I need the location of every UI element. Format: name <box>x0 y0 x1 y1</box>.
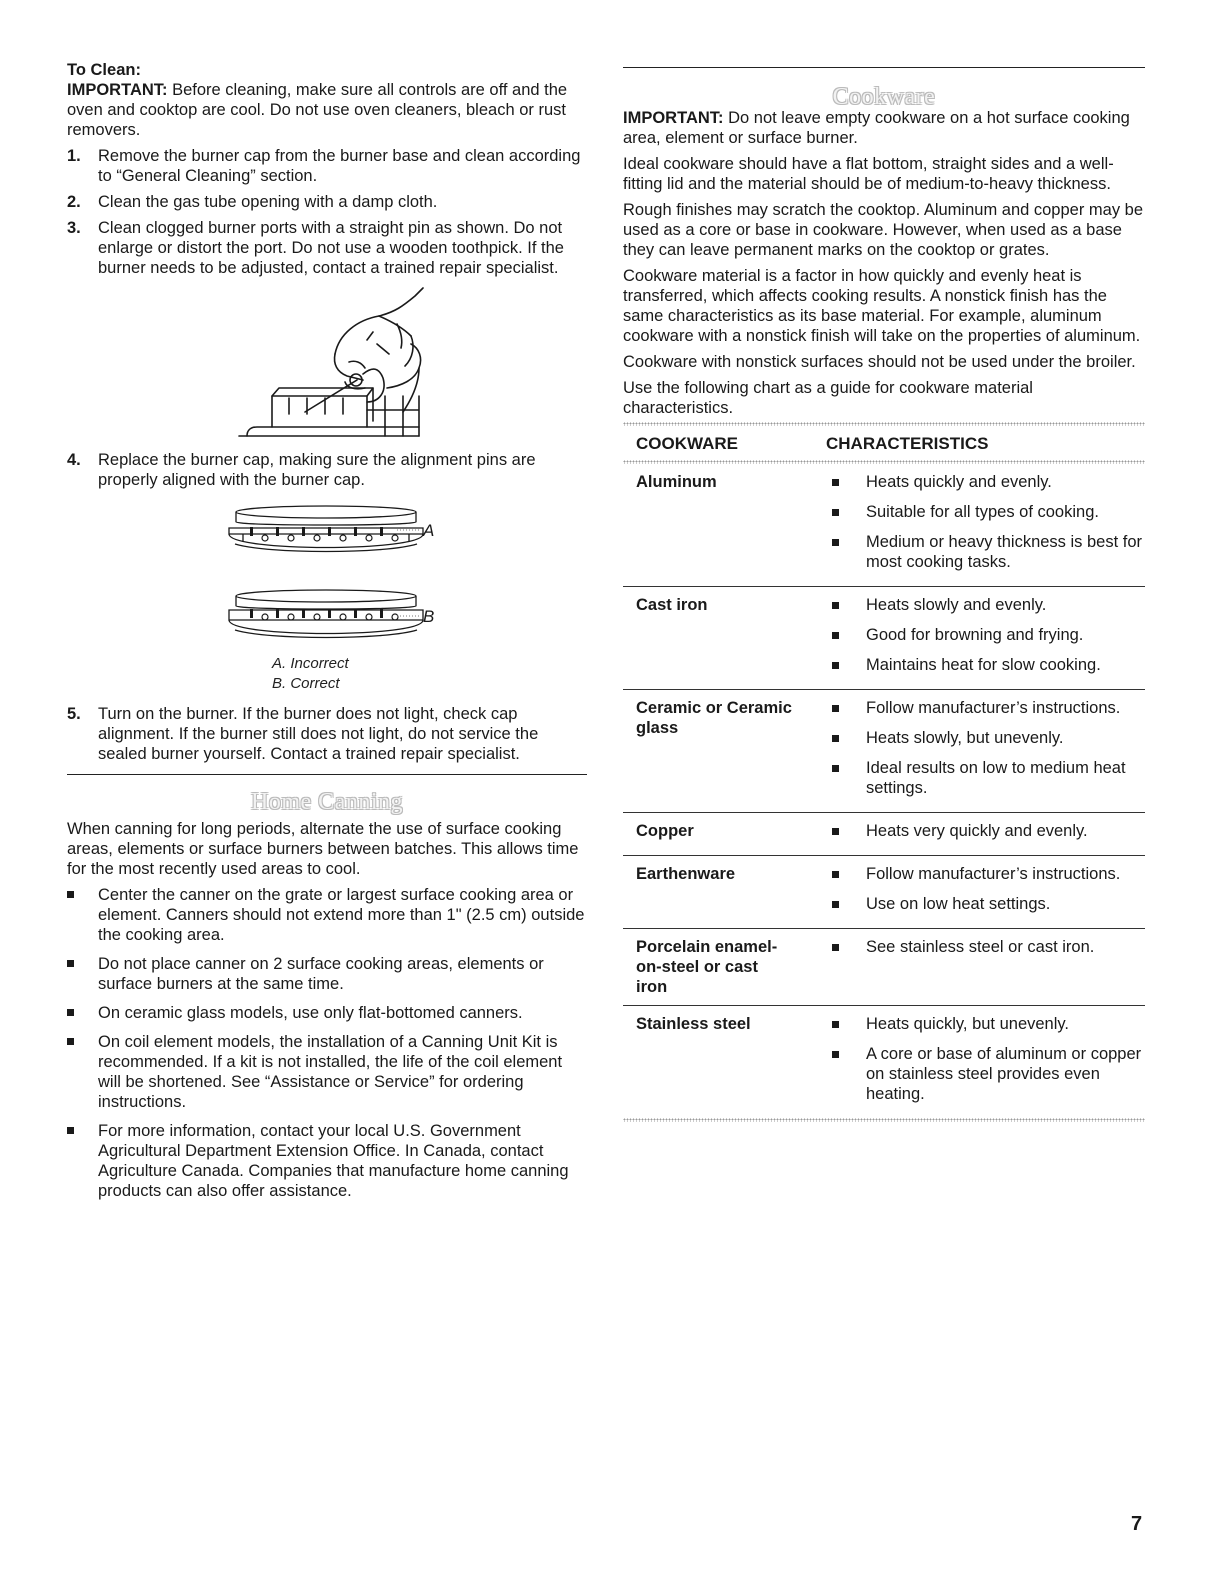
right-column <box>623 60 1145 1122</box>
characteristics-list <box>826 1014 1145 1104</box>
list-item: Heats quickly, but unevenly. <box>826 1014 1145 1034</box>
material-name: Cast iron <box>623 587 826 690</box>
step-text: Replace the burner cap, making sure the alignment pins are properly aligned with the burner cap. <box>98 451 536 489</box>
step-item <box>67 146 587 186</box>
cookware-paragraph: Cookware with nonstick surfaces should not be used under the broiler. <box>623 353 1136 371</box>
table-row <box>623 929 1145 1006</box>
cookware-title: Cookware <box>832 84 936 110</box>
list-item: Medium or heavy thickness is best for most cooking tasks. <box>826 532 1145 572</box>
column-header-characteristics: CHARACTERISTICS <box>826 434 989 453</box>
list-item: Maintains heat for slow cooking. <box>826 655 1145 675</box>
step-number: 5. <box>67 705 81 723</box>
burner-cap-alignment-illustration <box>67 496 587 652</box>
characteristics-list <box>826 821 1145 841</box>
list-item: Use on low heat settings. <box>826 894 1145 914</box>
material-name: Ceramic or Ceramic glass <box>623 690 826 813</box>
important-label: IMPORTANT: <box>623 109 724 127</box>
table-row <box>623 690 1145 813</box>
step-number: 1. <box>67 147 81 165</box>
to-clean-heading: To Clean: <box>67 61 141 79</box>
caption-b: B. Correct <box>272 675 340 692</box>
important-label: IMPORTANT: <box>67 81 168 99</box>
burner-pin-illustration <box>67 284 587 440</box>
home-canning-title: Home Canning <box>251 789 403 815</box>
list-item: Follow manufacturer’s instructions. <box>826 698 1145 718</box>
label-b: B <box>423 607 435 626</box>
caption-a: A. Incorrect <box>272 655 349 672</box>
table-header-row <box>623 426 1145 460</box>
cleaning-step-4 <box>67 450 587 490</box>
page-number: 7 <box>1131 1513 1143 1535</box>
cookware-paragraph: Ideal cookware should have a flat bottom, straight sides and a well-fitting lid and the material should be of medium-to-heavy thickness. <box>623 155 1114 193</box>
table-bottom-rule <box>623 1118 1145 1122</box>
characteristics-list <box>826 698 1145 798</box>
list-item: For more information, contact your local U.S. Government Agricultural Department Extension Office. In Canada, contact Agriculture Canada. Companies that manufacture home canning products can also offer assistance. <box>67 1121 587 1201</box>
characteristics-list <box>826 937 1145 957</box>
step-number: 2. <box>67 193 81 211</box>
characteristics-list <box>826 472 1145 572</box>
list-item: See stainless steel or cast iron. <box>826 937 1145 957</box>
section-divider <box>67 774 587 775</box>
list-item: A core or base of aluminum or copper on stainless steel provides even heating. <box>826 1044 1145 1104</box>
material-name: Earthenware <box>623 856 826 929</box>
important-text: Do not leave empty cookware on a hot surface cooking area, element or surface burner. <box>623 109 1130 147</box>
step-item <box>67 218 587 278</box>
list-item: Follow manufacturer’s instructions. <box>826 864 1145 884</box>
left-column <box>67 60 587 1210</box>
home-canning-bullets <box>67 885 587 1201</box>
step-item <box>67 192 587 212</box>
characteristics-list <box>826 595 1145 675</box>
step-item <box>67 704 587 764</box>
cookware-paragraph: Rough finishes may scratch the cooktop. Aluminum and copper may be used as a core or base in cookware. However, when used as a base they can leave permanent marks on the cooktop or grates. <box>623 201 1144 259</box>
list-item: Good for browning and frying. <box>826 625 1145 645</box>
home-canning-intro: When canning for long periods, alternate the use of surface cooking areas, elements or surface burners between batches. This allows time for the most recently used areas to cool. <box>67 820 579 878</box>
cleaning-steps <box>67 146 587 278</box>
step-text: Clean clogged burner ports with a straight pin as shown. Do not enlarge or distort the port. Do not use a wooden toothpick. If the burner needs to be adjusted, contact a trained repair specialist. <box>98 219 564 277</box>
step-text: Remove the burner cap from the burner base and clean according to “General Cleaning” section. <box>98 147 581 185</box>
table-row <box>623 464 1145 587</box>
table-row <box>623 856 1145 929</box>
material-name: Aluminum <box>636 473 717 491</box>
table-row <box>623 587 1145 690</box>
material-name: Copper <box>623 813 826 856</box>
table-row <box>623 1006 1145 1119</box>
step-number: 4. <box>67 451 81 469</box>
material-name: Stainless steel <box>623 1006 826 1119</box>
list-item: Ideal results on low to medium heat settings. <box>826 758 1145 798</box>
characteristics-list <box>826 864 1145 914</box>
list-item: Do not place canner on 2 surface cooking areas, elements or surface burners at the same time. <box>67 954 587 994</box>
step-text: Turn on the burner. If the burner does not light, check cap alignment. If the burner still does not light, do not service the sealed burner yourself. Contact a trained repair specialist. <box>98 705 539 763</box>
cookware-paragraph: Use the following chart as a guide for cookware material characteristics. <box>623 379 1033 417</box>
list-item: On ceramic glass models, use only flat-bottomed canners. <box>67 1003 587 1023</box>
step-text: Clean the gas tube opening with a damp cloth. <box>98 193 438 211</box>
cookware-important <box>623 108 1145 148</box>
table-row <box>623 813 1145 856</box>
cookware-table <box>623 426 1145 1118</box>
list-item: Suitable for all types of cooking. <box>826 502 1145 522</box>
step-number: 3. <box>67 219 81 237</box>
list-item: Heats quickly and evenly. <box>826 472 1145 492</box>
section-divider <box>623 67 1145 68</box>
column-header-cookware: COOKWARE <box>636 434 738 453</box>
list-item: Center the canner on the grate or largest surface cooking area or element. Canners should not extend more than 1" (2.5 cm) outside the cooking area. <box>67 885 587 945</box>
important-note <box>67 80 587 140</box>
material-name: Porcelain enamel-on-steel or cast iron <box>623 929 826 1006</box>
label-a: A <box>423 521 435 540</box>
list-item: Heats slowly and evenly. <box>826 595 1145 615</box>
important-text: Before cleaning, make sure all controls are off and the oven and cooktop are cool. Do not use oven cleaners, bleach or rust removers. <box>67 81 568 139</box>
list-item: Heats very quickly and evenly. <box>826 821 1145 841</box>
cookware-paragraph: Cookware material is a factor in how quickly and evenly heat is transferred, which affects cooking results. A nonstick finish has the same characteristics as its base material. For example, aluminum cookware with a nonstick finish will take on the properties of aluminum. <box>623 267 1141 345</box>
cleaning-step-5 <box>67 704 587 764</box>
list-item: On coil element models, the installation of a Canning Unit Kit is recommended. If a kit is not installed, the life of the coil element will be shortened. See “Assistance or Service” for ordering instructions. <box>67 1032 587 1112</box>
step-item <box>67 450 587 490</box>
list-item: Heats slowly, but unevenly. <box>826 728 1145 748</box>
